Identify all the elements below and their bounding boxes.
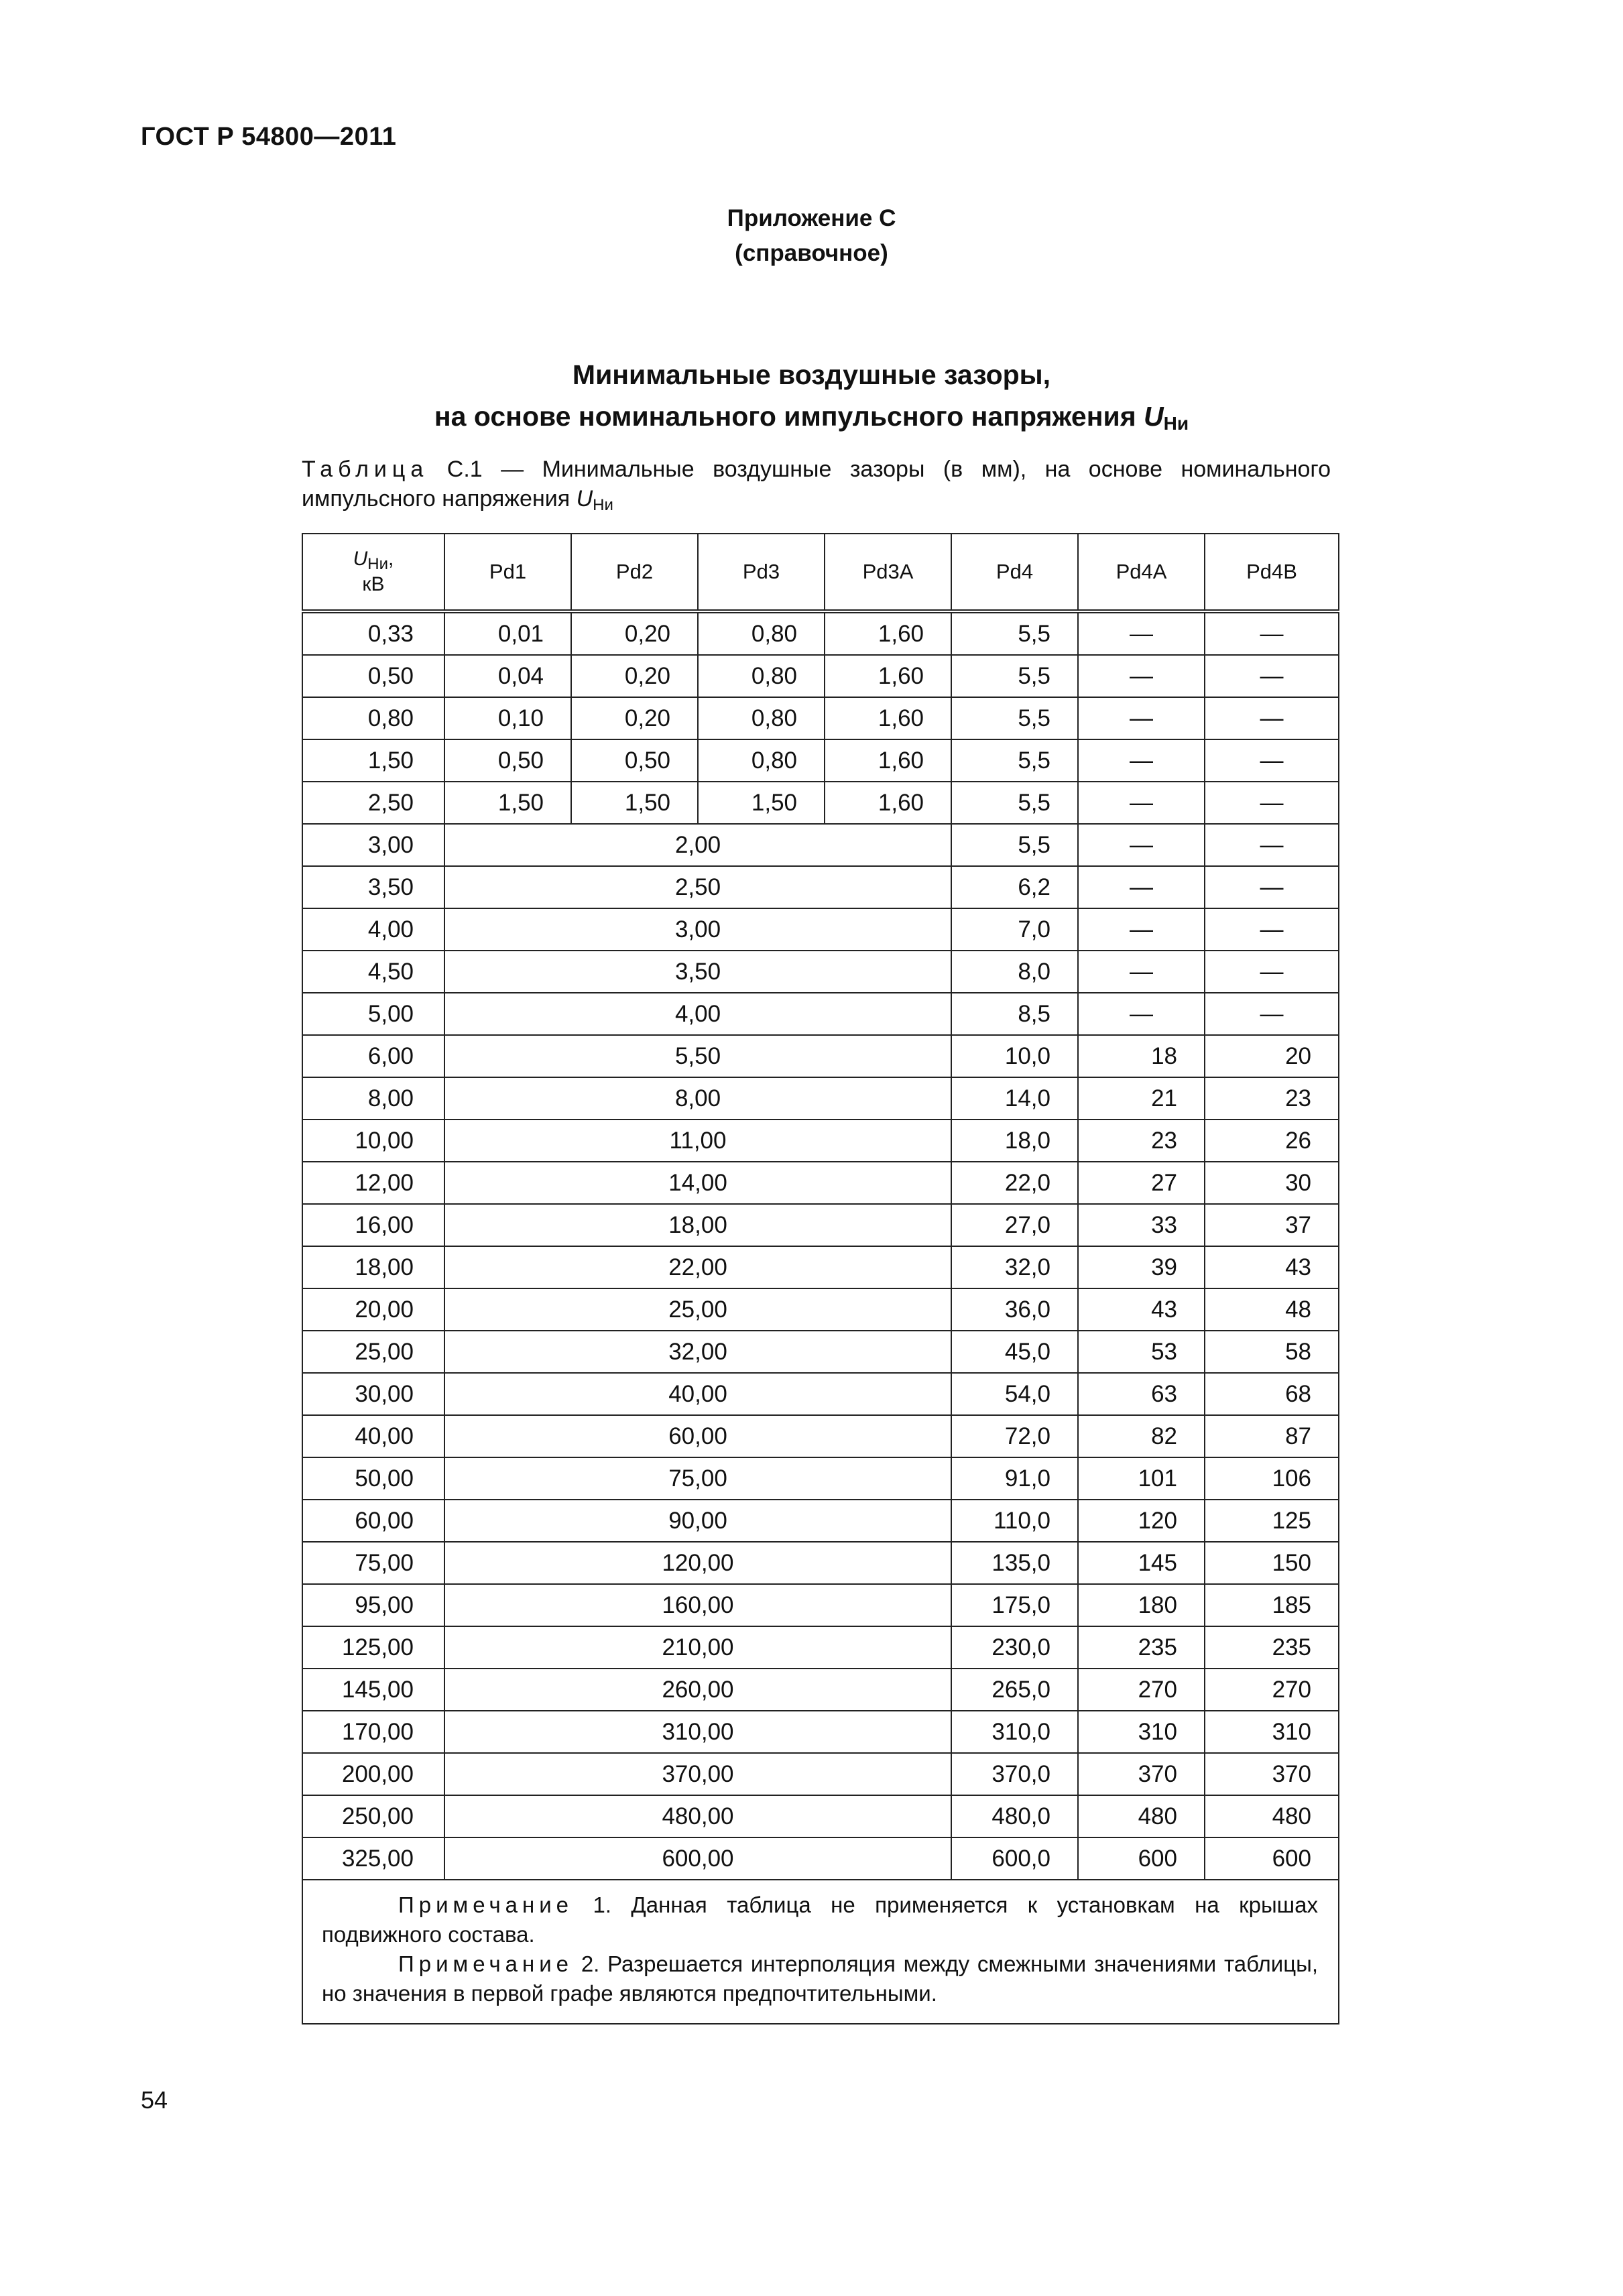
cell-pd4b: 58 xyxy=(1205,1331,1339,1373)
table-row xyxy=(302,1120,1339,1162)
cell-pd4a: 18 xyxy=(1078,1035,1205,1077)
cell-pd1-pd3a: 3,50 xyxy=(444,951,951,993)
cell-pd3a: 1,60 xyxy=(825,739,951,782)
cell-pd4a: 600 xyxy=(1078,1837,1205,1880)
cell-pd4: 265,0 xyxy=(951,1669,1078,1711)
cell-pd4a: — xyxy=(1078,866,1205,908)
cell-pd4b: 185 xyxy=(1205,1584,1339,1626)
cell-pd1-pd3a: 160,00 xyxy=(444,1584,951,1626)
cell-pd4: 110,0 xyxy=(951,1500,1078,1542)
cell-pd4: 175,0 xyxy=(951,1584,1078,1626)
cell-pd4: 135,0 xyxy=(951,1542,1078,1584)
cell-pd1: 1,50 xyxy=(444,782,571,824)
cell-pd1-pd3a: 4,00 xyxy=(444,993,951,1035)
section-title-text: на основе номинального импульсного напряжения xyxy=(434,401,1144,432)
cell-pd4: 6,2 xyxy=(951,866,1078,908)
table-caption-label: Таблица xyxy=(302,457,429,482)
table-caption xyxy=(302,455,1331,520)
cell-u: 5,00 xyxy=(302,993,444,1035)
cell-u: 0,33 xyxy=(302,611,444,655)
cell-pd4a: 27 xyxy=(1078,1162,1205,1204)
clearance-table xyxy=(302,533,1339,2025)
note-2-text: 2. Разрешается интерполяция между смежными значениями таблицы, но значения в первой графе являются предпочтительными. xyxy=(322,1951,1318,2006)
cell-pd1-pd3a: 25,00 xyxy=(444,1288,951,1331)
cell-u: 170,00 xyxy=(302,1711,444,1753)
clearance-table-wrapper xyxy=(302,533,1331,2025)
cell-pd3: 0,80 xyxy=(698,611,825,655)
section-title-line2 xyxy=(0,396,1623,444)
table-row xyxy=(302,611,1339,655)
caption-voltage-symbol: U xyxy=(576,486,593,511)
cell-pd1-pd3a: 480,00 xyxy=(444,1795,951,1837)
cell-u: 325,00 xyxy=(302,1837,444,1880)
cell-pd4: 5,5 xyxy=(951,824,1078,866)
table-row xyxy=(302,1500,1339,1542)
cell-pd4: 480,0 xyxy=(951,1795,1078,1837)
header-pd4b: Pd4B xyxy=(1205,534,1339,611)
cell-pd4b: 125 xyxy=(1205,1500,1339,1542)
cell-pd4b: — xyxy=(1205,782,1339,824)
table-notes-row xyxy=(302,1880,1339,2024)
table-row xyxy=(302,908,1339,951)
cell-u: 16,00 xyxy=(302,1204,444,1246)
table-row xyxy=(302,655,1339,697)
cell-pd4b: — xyxy=(1205,951,1339,993)
table-row xyxy=(302,1584,1339,1626)
table-row xyxy=(302,1288,1339,1331)
cell-u: 95,00 xyxy=(302,1584,444,1626)
cell-u: 20,00 xyxy=(302,1288,444,1331)
appendix-heading xyxy=(0,201,1623,271)
appendix-type: (справочное) xyxy=(735,240,888,266)
table-row xyxy=(302,1837,1339,1880)
table-row xyxy=(302,1077,1339,1120)
cell-pd3a: 1,60 xyxy=(825,655,951,697)
cell-pd1-pd3a: 5,50 xyxy=(444,1035,951,1077)
page-number: 54 xyxy=(141,2086,168,2114)
cell-pd4a: — xyxy=(1078,655,1205,697)
cell-pd1-pd3a: 11,00 xyxy=(444,1120,951,1162)
cell-pd2: 0,50 xyxy=(571,739,698,782)
cell-pd4a: 180 xyxy=(1078,1584,1205,1626)
cell-pd4a: — xyxy=(1078,908,1205,951)
cell-u: 25,00 xyxy=(302,1331,444,1373)
cell-pd1: 0,10 xyxy=(444,697,571,739)
table-row xyxy=(302,1669,1339,1711)
document-code: ГОСТ Р 54800—2011 xyxy=(141,123,397,151)
header-voltage xyxy=(302,534,444,611)
cell-u: 60,00 xyxy=(302,1500,444,1542)
header-pd4: Pd4 xyxy=(951,534,1078,611)
cell-u: 3,50 xyxy=(302,866,444,908)
cell-u: 0,80 xyxy=(302,697,444,739)
cell-pd4a: — xyxy=(1078,993,1205,1035)
cell-pd4: 5,5 xyxy=(951,782,1078,824)
cell-pd4a: 53 xyxy=(1078,1331,1205,1373)
cell-pd4b: 68 xyxy=(1205,1373,1339,1415)
table-row xyxy=(302,866,1339,908)
cell-pd4: 5,5 xyxy=(951,739,1078,782)
cell-pd1-pd3a: 22,00 xyxy=(444,1246,951,1288)
cell-pd4b: 150 xyxy=(1205,1542,1339,1584)
header-voltage-subscript: Ни xyxy=(367,555,389,573)
cell-pd2: 1,50 xyxy=(571,782,698,824)
cell-pd4a: 235 xyxy=(1078,1626,1205,1669)
cell-u: 40,00 xyxy=(302,1415,444,1457)
table-row xyxy=(302,1457,1339,1500)
table-row xyxy=(302,1795,1339,1837)
table-row xyxy=(302,1162,1339,1204)
cell-pd4a: — xyxy=(1078,782,1205,824)
voltage-symbol: U xyxy=(1144,401,1164,432)
cell-pd4a: — xyxy=(1078,824,1205,866)
cell-u: 0,50 xyxy=(302,655,444,697)
cell-pd1: 0,50 xyxy=(444,739,571,782)
cell-u: 3,00 xyxy=(302,824,444,866)
cell-pd4: 36,0 xyxy=(951,1288,1078,1331)
cell-pd4a: 101 xyxy=(1078,1457,1205,1500)
cell-pd1: 0,04 xyxy=(444,655,571,697)
cell-pd1-pd3a: 90,00 xyxy=(444,1500,951,1542)
table-row xyxy=(302,782,1339,824)
cell-pd1-pd3a: 210,00 xyxy=(444,1626,951,1669)
cell-pd4: 230,0 xyxy=(951,1626,1078,1669)
cell-pd1-pd3a: 40,00 xyxy=(444,1373,951,1415)
caption-voltage-subscript: Ни xyxy=(593,496,613,514)
cell-pd4b: — xyxy=(1205,824,1339,866)
table-caption-text: С.1 — Минимальные воздушные зазоры (в мм), на основе номинального импульсного напряжения xyxy=(302,457,1331,511)
cell-pd4a: 120 xyxy=(1078,1500,1205,1542)
cell-pd2: 0,20 xyxy=(571,655,698,697)
cell-pd1-pd3a: 2,50 xyxy=(444,866,951,908)
table-row xyxy=(302,993,1339,1035)
cell-pd4b: 480 xyxy=(1205,1795,1339,1837)
cell-pd4b: 48 xyxy=(1205,1288,1339,1331)
cell-pd1: 0,01 xyxy=(444,611,571,655)
cell-u: 75,00 xyxy=(302,1542,444,1584)
note-1-label: Примечание xyxy=(398,1892,574,1917)
header-pd4a: Pd4A xyxy=(1078,534,1205,611)
cell-u: 50,00 xyxy=(302,1457,444,1500)
header-pd3a: Pd3A xyxy=(825,534,951,611)
table-row xyxy=(302,1246,1339,1288)
cell-pd4b: 270 xyxy=(1205,1669,1339,1711)
cell-pd1-pd3a: 14,00 xyxy=(444,1162,951,1204)
cell-pd4b: — xyxy=(1205,866,1339,908)
cell-pd4: 7,0 xyxy=(951,908,1078,951)
cell-pd4b: 600 xyxy=(1205,1837,1339,1880)
cell-pd1-pd3a: 310,00 xyxy=(444,1711,951,1753)
cell-u: 10,00 xyxy=(302,1120,444,1162)
cell-pd4b: — xyxy=(1205,739,1339,782)
cell-pd4a: 43 xyxy=(1078,1288,1205,1331)
cell-pd4b: 106 xyxy=(1205,1457,1339,1500)
table-row xyxy=(302,1035,1339,1077)
cell-pd4: 8,0 xyxy=(951,951,1078,993)
cell-pd4: 27,0 xyxy=(951,1204,1078,1246)
table-note-2 xyxy=(322,1949,1318,2008)
cell-pd2: 0,20 xyxy=(571,611,698,655)
cell-pd4: 310,0 xyxy=(951,1711,1078,1753)
table-row xyxy=(302,1204,1339,1246)
cell-pd4a: 270 xyxy=(1078,1669,1205,1711)
cell-pd1-pd3a: 8,00 xyxy=(444,1077,951,1120)
cell-u: 1,50 xyxy=(302,739,444,782)
header-pd1: Pd1 xyxy=(444,534,571,611)
cell-pd4: 14,0 xyxy=(951,1077,1078,1120)
cell-pd4a: — xyxy=(1078,951,1205,993)
table-row xyxy=(302,1753,1339,1795)
cell-u: 125,00 xyxy=(302,1626,444,1669)
cell-pd4: 45,0 xyxy=(951,1331,1078,1373)
table-row xyxy=(302,1373,1339,1415)
cell-pd4a: 39 xyxy=(1078,1246,1205,1288)
table-row xyxy=(302,951,1339,993)
cell-pd4: 32,0 xyxy=(951,1246,1078,1288)
table-header-row xyxy=(302,534,1339,611)
cell-pd4a: 480 xyxy=(1078,1795,1205,1837)
cell-u: 18,00 xyxy=(302,1246,444,1288)
cell-u: 12,00 xyxy=(302,1162,444,1204)
cell-pd3a: 1,60 xyxy=(825,782,951,824)
cell-pd4b: 23 xyxy=(1205,1077,1339,1120)
cell-pd4a: 63 xyxy=(1078,1373,1205,1415)
cell-pd4: 54,0 xyxy=(951,1373,1078,1415)
cell-pd4b: 370 xyxy=(1205,1753,1339,1795)
section-title xyxy=(0,354,1623,444)
cell-pd3: 1,50 xyxy=(698,782,825,824)
cell-u: 2,50 xyxy=(302,782,444,824)
cell-pd3a: 1,60 xyxy=(825,697,951,739)
cell-pd4: 600,0 xyxy=(951,1837,1078,1880)
cell-u: 200,00 xyxy=(302,1753,444,1795)
note-1-text: 1. Данная таблица не применяется к установкам на крышах подвижного состава. xyxy=(322,1892,1318,1947)
cell-pd4a: 370 xyxy=(1078,1753,1205,1795)
cell-pd1-pd3a: 60,00 xyxy=(444,1415,951,1457)
cell-u: 4,50 xyxy=(302,951,444,993)
cell-pd4b: — xyxy=(1205,993,1339,1035)
cell-u: 250,00 xyxy=(302,1795,444,1837)
cell-pd1-pd3a: 2,00 xyxy=(444,824,951,866)
table-row xyxy=(302,1331,1339,1373)
cell-pd4b: 30 xyxy=(1205,1162,1339,1204)
cell-pd4a: 23 xyxy=(1078,1120,1205,1162)
cell-pd4a: — xyxy=(1078,611,1205,655)
table-notes xyxy=(302,1880,1339,2024)
cell-pd4b: 310 xyxy=(1205,1711,1339,1753)
section-title-line1: Минимальные воздушные зазоры, xyxy=(572,359,1051,390)
table-row xyxy=(302,1542,1339,1584)
cell-pd3: 0,80 xyxy=(698,655,825,697)
cell-pd4a: 310 xyxy=(1078,1711,1205,1753)
table-row xyxy=(302,1415,1339,1457)
cell-pd4b: — xyxy=(1205,908,1339,951)
table-row xyxy=(302,1626,1339,1669)
cell-pd4: 5,5 xyxy=(951,697,1078,739)
cell-pd4a: 82 xyxy=(1078,1415,1205,1457)
cell-pd4a: 33 xyxy=(1078,1204,1205,1246)
voltage-symbol-subscript: Ни xyxy=(1163,413,1189,434)
cell-pd3: 0,80 xyxy=(698,739,825,782)
cell-u: 6,00 xyxy=(302,1035,444,1077)
cell-pd3a: 1,60 xyxy=(825,611,951,655)
table-row xyxy=(302,1711,1339,1753)
appendix-label: Приложение С xyxy=(727,205,896,231)
header-pd3: Pd3 xyxy=(698,534,825,611)
cell-pd4a: 21 xyxy=(1078,1077,1205,1120)
cell-pd1-pd3a: 600,00 xyxy=(444,1837,951,1880)
cell-pd1-pd3a: 75,00 xyxy=(444,1457,951,1500)
cell-pd4: 72,0 xyxy=(951,1415,1078,1457)
cell-pd4: 370,0 xyxy=(951,1753,1078,1795)
cell-pd4: 10,0 xyxy=(951,1035,1078,1077)
cell-pd4b: — xyxy=(1205,655,1339,697)
cell-pd4b: 20 xyxy=(1205,1035,1339,1077)
cell-pd4b: 87 xyxy=(1205,1415,1339,1457)
header-voltage-symbol: U xyxy=(353,548,368,570)
cell-pd4: 5,5 xyxy=(951,655,1078,697)
cell-u: 8,00 xyxy=(302,1077,444,1120)
cell-pd4b: 26 xyxy=(1205,1120,1339,1162)
cell-u: 30,00 xyxy=(302,1373,444,1415)
note-2-label: Примечание xyxy=(398,1951,574,1976)
cell-pd4a: 145 xyxy=(1078,1542,1205,1584)
cell-pd4: 5,5 xyxy=(951,611,1078,655)
header-voltage-comma: , xyxy=(388,548,394,570)
cell-pd2: 0,20 xyxy=(571,697,698,739)
table-row xyxy=(302,739,1339,782)
cell-pd1-pd3a: 3,00 xyxy=(444,908,951,951)
table-row xyxy=(302,824,1339,866)
header-pd2: Pd2 xyxy=(571,534,698,611)
cell-pd1-pd3a: 32,00 xyxy=(444,1331,951,1373)
cell-pd4a: — xyxy=(1078,697,1205,739)
header-voltage-unit: кВ xyxy=(362,573,385,595)
table-note-1 xyxy=(322,1890,1318,1949)
cell-pd4b: — xyxy=(1205,611,1339,655)
cell-pd4b: 43 xyxy=(1205,1246,1339,1288)
table-row xyxy=(302,697,1339,739)
cell-pd4: 8,5 xyxy=(951,993,1078,1035)
cell-u: 145,00 xyxy=(302,1669,444,1711)
cell-pd3: 0,80 xyxy=(698,697,825,739)
cell-pd1-pd3a: 18,00 xyxy=(444,1204,951,1246)
cell-pd1-pd3a: 260,00 xyxy=(444,1669,951,1711)
cell-pd4a: — xyxy=(1078,739,1205,782)
cell-u: 4,00 xyxy=(302,908,444,951)
cell-pd4: 18,0 xyxy=(951,1120,1078,1162)
cell-pd4: 91,0 xyxy=(951,1457,1078,1500)
cell-pd4: 22,0 xyxy=(951,1162,1078,1204)
cell-pd4b: 37 xyxy=(1205,1204,1339,1246)
cell-pd1-pd3a: 120,00 xyxy=(444,1542,951,1584)
cell-pd1-pd3a: 370,00 xyxy=(444,1753,951,1795)
cell-pd4b: 235 xyxy=(1205,1626,1339,1669)
cell-pd4b: — xyxy=(1205,697,1339,739)
